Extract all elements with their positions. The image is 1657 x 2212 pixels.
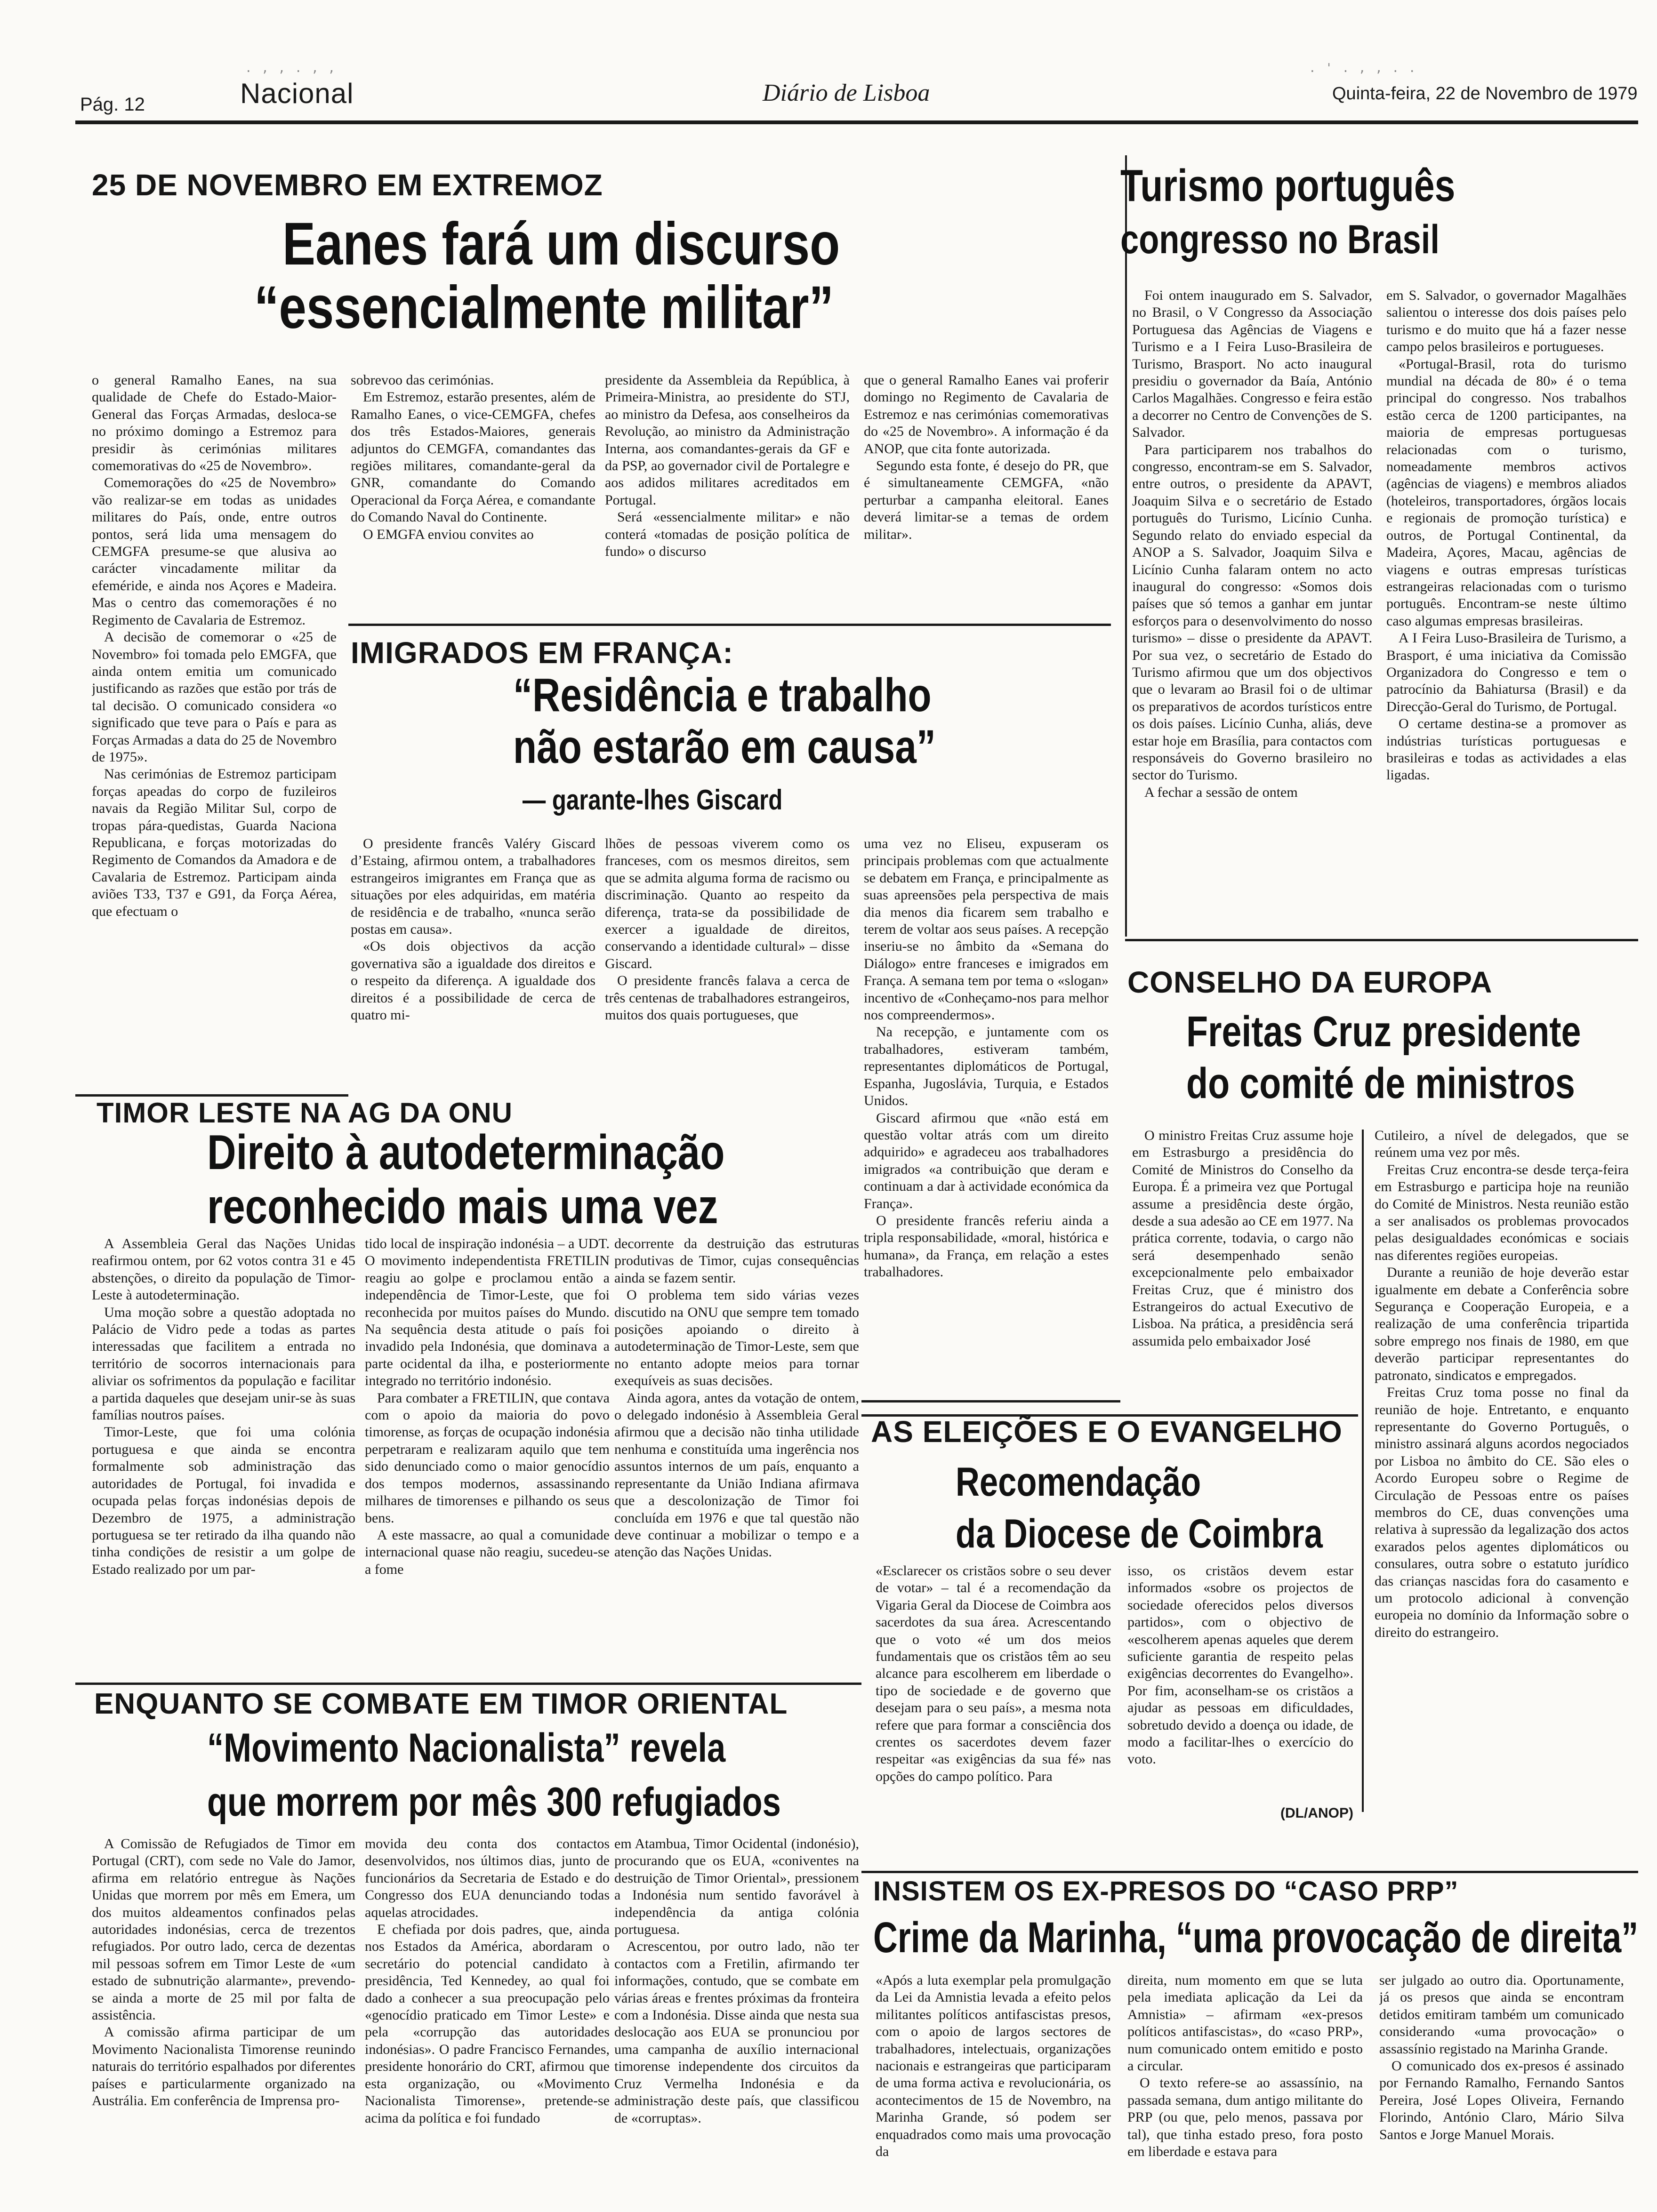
- timor-headline-line-2: reconhecido mais uma vez: [207, 1179, 718, 1234]
- paragraph: A I Feira Luso-Brasileira de Turismo, a Brasport, é uma iniciativa da Comissão Organizadora do Congresso e tem o patrocínio da Bahiatursa (Brasil) e da Direcção-Geral do Turismo, de Portugal.: [1386, 630, 1626, 714]
- paragraph: isso, os cristãos devem estar informados «sobre os projectos de sociedade oferecidos pelos diversos partidos», com o objectivo de «escolherem apenas aqueles que derem suficiente garantia de respeito pelas exigências decorrentes do Evangelho». Por fim, aconselham-se os cristãos a ajudar as pessoas em dificuldades, sobretudo devido a doença ou idade, de modo a facilitar-lhes o exercício do voto.: [1127, 1563, 1353, 1767]
- paragraph: decorrente da destruição das estruturas produtivas de Timor, cujas consequências ainda se fazem sentir.: [614, 1236, 859, 1286]
- turismo-headline-line-1: Turismo português: [1120, 160, 1456, 211]
- conselho-kicker: CONSELHO DA EUROPA: [1127, 965, 1493, 999]
- paragraph: em S. Salvador, o governador Magalhães salientou o interesse dos dois países pelo turismo e do muito que há a fazer nesse campo pelos brasileiros e portugueses.: [1386, 288, 1626, 355]
- timor-headline-line-1: Direito à autodeterminação: [207, 1125, 725, 1180]
- paragraph: A comissão afirma participar de um Movimento Nacionalista Timorense reunindo naturais do território espalhados por diferentes países e particularmente organizado na Austrália. Em conferência de Imprensa pro-: [92, 2024, 355, 2109]
- paragraph: que o general Ramalho Eanes vai proferir domingo no Regimento de Cavalaria de Estremoz e nas cerimónias comemorativas do «25 de Novembro». A informação é da ANOP, que cita fonte autorizada.: [864, 372, 1109, 457]
- eanes-column-4: [864, 372, 1109, 617]
- timor-kicker: TIMOR LESTE NA AG DA ONU: [97, 1097, 513, 1129]
- prp-column-3: [1379, 1972, 1624, 2212]
- paragraph: Para participarem nos trabalhos do congresso, encontram-se em S. Salvador, entre outros, o presidente da APAVT, Joaquim Silva e o secretário de Estado português do Turismo, Licínio Cunha. Segundo relato do enviado especial da ANOP a S. Salvador, Joaquim Silva e Licínio Cunha falaram ontem no acto inaugural do congresso: «Somos dois países que só temos a ganhar em juntar esforços para o desenvolvimento do nosso turismo» – disse o presidente da APAVT. Por sua vez, o secretário de Estado do Turismo afirmou que um dos objectivos que o levaram ao Brasil foi o de ultimar os preparativos de acordos turísticos entre os dois países. Licínio Cunha, aliás, deve estar hoje em Brasília, para contactos com responsáveis do Governo brasileiro no sector do Turismo.: [1132, 441, 1372, 783]
- paragraph: Segundo esta fonte, é desejo do PR, que é simultaneamente CEMGFA, «não perturbar a campanha eleitoral. Eanes deverá limitar-se a temas de ordem militar».: [864, 458, 1109, 542]
- paragraph: E chefiada por dois padres, que, ainda nos Estados da América, abordaram o secretário do potencial candidato à presidência, Ted Kennedey, ao qual foi dado a conhecer a sua preocupação pelo «genocídio praticado em Timor Leste» e pela «corrupção das autoridades indonésias». O padre Francisco Fernandes, presidente honorário do CRT, afirmou que esta organização, ou «Movimento Nacionalista Timorense», pretende-se acima da política e foi fundado: [365, 1922, 610, 2126]
- header-print-noise-left: . , , . , ,: [245, 61, 337, 75]
- refugiados-column-3: [614, 1835, 859, 2212]
- eanes-column-3: [605, 372, 850, 617]
- paragraph: O texto refere-se ao assassínio, na passada semana, dum antigo militante do PRP (ou que, pelo menos, passava por tal), que tinha estado preso, fora posto em liberdade e estava para: [1127, 2075, 1363, 2160]
- refugiados-top-rule: [75, 1683, 861, 1685]
- paragraph: ser julgado ao outro dia. Oportunamente, já os presos que ainda se encontram detidos emitiram também um comunicado considerando «uma provocação» o assassínio registado na Marinha Grande.: [1379, 1972, 1624, 2057]
- prp-headline: Crime da Marinha, “uma provocação de direita”: [873, 1914, 1639, 1962]
- paragraph: tido local de inspiração indonésia – a UDT. O movimento independentista FRETILIN reagiu ao golpe e proclamou então a independência de Timor-Leste, que foi reconhecida por muitos países do Mundo. Na sequência desta atitude o país foi invadido pela Indonésia, que dominava a parte ocidental da ilha, e posteriormente integrado no território indonésio.: [365, 1236, 610, 1389]
- paragraph: uma vez no Eliseu, expuseram os principais problemas com que actualmente se debatem em França, e principalmente as suas apreensões pela perspectiva de mais dia menos dia ficarem sem trabalho e terem de voltar aos seus países. A recepção inseriu-se no âmbito da «Semana do Diálogo» entre franceses e imigrados em França. A semana tem por tema o «slogan» incentivo de «Conheçamo-nos para melhor nos compreendermos».: [864, 836, 1109, 1023]
- conselho-headline-line-1: Freitas Cruz presidente: [1186, 1008, 1581, 1056]
- turismo-headline-line-2: congresso no Brasil: [1120, 217, 1440, 262]
- paragraph: O problema tem sido várias vezes discutido na ONU que sempre tem tomado posições apoiando o direito à autodeterminação de Timor-Leste, sem que no entanto adopte meios para tornar exequíveis as suas decisões.: [614, 1287, 859, 1389]
- page-number: Pág. 12: [80, 94, 145, 115]
- turismo-left-rule: [1125, 155, 1127, 937]
- eanes-bottom-rule: [348, 624, 1111, 626]
- paragraph: Na recepção, e juntamente com os trabalhadores, estiveram também, representantes diplomáticos de Portugal, Espanha, Jugoslávia, Turquia, e Estados Unidos.: [864, 1024, 1109, 1109]
- emigrados-bottom-rule: [861, 1400, 1120, 1403]
- header-rule: [75, 120, 1638, 124]
- paragraph: direita, num momento em que se luta pela imediata aplicação da Lei da Amnistia» – afirmam «ex-presos políticos antifascistas», do «caso PRP», num comunicado ontem emitido e posto a circular.: [1127, 1972, 1363, 2074]
- eanes-kicker: 25 DE NOVEMBRO EM EXTREMOZ: [92, 168, 603, 202]
- turismo-bottom-rule: [1125, 939, 1638, 941]
- prp-kicker: INSISTEM OS EX-PRESOS DO “CASO PRP”: [873, 1876, 1459, 1907]
- prp-top-rule: [861, 1871, 1638, 1873]
- paragraph: o general Ramalho Eanes, na sua qualidade de Chefe do Estado-Maior-General das Forças Armadas, desloca-se no próximo domingo a Estremoz para presidir às cerimónias militares comemorativas do «25 de Novembro».: [92, 372, 337, 474]
- emigrados-column-3: [864, 835, 1109, 1395]
- paragraph: O comunicado dos ex-presos é assinado por Fernando Ramalho, Fernando Santos Pereira, José Lopes Oliveira, Fernando Florindo, António Claro, Mário Silva Santos e Jorge Manuel Morais.: [1379, 2058, 1624, 2142]
- paragraph: Para combater a FRETILIN, que contava com o apoio da maioria do povo timorense, as forças de ocupação indonésia perpetraram e realizaram aquilo que tem sido denunciado como o maior genocídio dos tempos modernos, assassinando milhares de timorenses e pilhando os seus bens.: [365, 1390, 610, 1526]
- paragraph: A Comissão de Refugiados de Timor em Portugal (CRT), com sede no Vale do Jamor, afirma em relatório entregue às Nações Unidas que morrem por mês em Emera, um dos muitos aldeamentos confinados pelas autoridades indonésias, cerca de trezentos refugiados. Por outro lado, cerca de dezentas mil pessoas sofrem em Timor Leste de «um estado de subnutrição alarmante», prevendo-se ainda a morte de 25 mil por falta de assistência.: [92, 1836, 355, 2023]
- eanes-column-1: [92, 372, 337, 1101]
- conselho-center-rule: [1362, 1130, 1364, 1812]
- paragraph: lhões de pessoas viverem como os franceses, com os mesmos direitos, sem que se admita alguma forma de racismo ou discriminação. Quanto ao respeito da diferença, trata-se da possibilidade de exercer a igualdade de direitos, conservando a identidade cultural» – disse Giscard.: [605, 836, 850, 971]
- emigrados-subhead: — garante-lhes Giscard: [523, 784, 783, 816]
- paragraph: Durante a reunião de hoje deverão estar igualmente em debate a Conferência sobre Segurança e Cooperação Europeia, e a realização de uma conferência tripartida sobre emprego nos finais de 1980, em que deverão participar representantes do patronato, sindicatos e empregados.: [1375, 1265, 1629, 1383]
- paragraph: A decisão de comemorar o «25 de Novembro» foi tomada pelo EMGFA, que ainda ontem emitia um comunicado justificando as razões que estão por trás de tal decisão. O comunicado considera «o significado que teve para o País e para as Forças Armadas a data do 25 de Novembro de 1975».: [92, 629, 337, 765]
- refugiados-headline-line-2: que morrem por mês 300 refugiados: [207, 1779, 781, 1825]
- timor-column-1: [92, 1235, 355, 1678]
- paragraph: presidente da Assembleia da República, à Primeira-Ministra, ao presidente do STJ, ao ministro da Defesa, aos conselheiros da Revolução, ao ministro da Administração Interna, aos comandantes-gerais da GF e da PSP, ao governador civil de Portalegre e aos adidos militares acreditados em Portugal.: [605, 372, 850, 508]
- paragraph: Em Estremoz, estarão presentes, além de Ramalho Eanes, o vice-CEMGFA, chefes dos três Estados-Maiores, generais adjuntos do CEMGFA, comandantes das regiões militares, comandante-geral da GNR, comandante do Comando Operacional da Força Aérea, e comandante do Comando Naval do Continente.: [351, 389, 595, 525]
- turismo-column-2: [1386, 287, 1626, 937]
- paragraph: Acrescentou, por outro lado, não ter contactos com a Fretilin, afirmando ter informações, contudo, que se combate em várias áreas e frentes próximas da fronteira com a Indonésia. Disse ainda que nesta sua deslocação aos EUA se pronunciou por uma campanha de auxílio internacional timorense independente dos circuitos da Cruz Vermelha Indonésia e da administração deste país, que classificou de «corruptas».: [614, 1939, 859, 2126]
- refugiados-column-1: [92, 1835, 355, 2212]
- paragraph: Cutileiro, a nível de delegados, que se reúnem uma vez por mês.: [1375, 1128, 1629, 1161]
- eleicoes-signature: (DL/ANOP): [1280, 1805, 1353, 1821]
- refugiados-kicker: ENQUANTO SE COMBATE EM TIMOR ORIENTAL: [94, 1688, 788, 1720]
- issue-date: Quinta-feira, 22 de Novembro de 1979: [1332, 84, 1638, 104]
- paragraph: «Após a luta exemplar pela promulgação da Lei da Amnistia levada a efeito pelos militantes políticos antifascistas presos, com o apoio de largos sectores de trabalhadores, intelectuais, organizações nacionais e estrangeiras que participaram de uma forma activa e revolucionária, os acontecimentos de 15 de Novembro, na Marinha Grande, só podem ser enquadrados como mais uma provocação da: [876, 1972, 1111, 2160]
- paragraph: Será «essencialmente militar» e não conterá «tomadas de posição política de fundo» o discurso: [605, 509, 850, 560]
- paragraph: O EMGFA enviou convites ao: [363, 526, 534, 542]
- paragraph: O presidente francês referiu ainda a tripla responsabilidade, «moral, histórica e humana», da França, em relação a estes trabalhadores.: [864, 1212, 1109, 1280]
- emigrados-headline-line-2: não estarão em causa”: [513, 721, 936, 773]
- refugiados-headline-line-1: “Movimento Nacionalista” revela: [207, 1725, 726, 1771]
- emigrados-kicker: IMIGRADOS EM FRANÇA:: [351, 636, 733, 670]
- paragraph: Giscard afirmou que «não está em questão voltar atrás com um direito adquirido» e agradeceu aos trabalhadores imigrados «a contribuição que deram e continuam a dar à actividade económica da França».: [864, 1110, 1109, 1211]
- eleicoes-headline-line-2: da Diocese de Coimbra: [956, 1511, 1323, 1556]
- eanes-headline-line-2: “essencialmente militar”: [254, 274, 834, 341]
- prp-column-2: [1127, 1972, 1363, 2212]
- emigrados-column-2: [605, 835, 850, 1080]
- eleicoes-headline-line-1: Recomendação: [956, 1459, 1201, 1505]
- emigrados-column-1: [351, 835, 595, 1080]
- eleicoes-column-1: [876, 1563, 1111, 1835]
- conselho-column-1: [1132, 1127, 1353, 1391]
- paragraph: Comemorações do «25 de Novembro» vão realizar-se em todas as unidades militares do País, onde, entre outros pontos, será lida uma mensagem do CEMGFA presume-se que alusiva ao carácter vincadamente militar da efeméride, e ainda nos Açores e Madeira. Mas o centro das comemorações é no Regimento de Cavalaria de Estremoz.: [92, 475, 337, 628]
- eleicoes-column-2: [1127, 1563, 1353, 1817]
- conselho-headline-line-2: do comité de ministros: [1186, 1059, 1575, 1107]
- paragraph: Uma moção sobre a questão adoptada no Palácio de Vidro pede a todas as partes interessadas que facilitem a entrada no território de socorros internacionais para aliviar os sofrimentos da população e facilitar a partida daqueles que desejam unir-se às suas famílias noutros países.: [92, 1304, 355, 1423]
- paragraph: «Portugal-Brasil, rota do turismo mundial na década de 80» é o tema principal do congresso. Nos trabalhos estão cerca de 1200 participantes, na maioria de empresas portuguesas relacionadas com o turismo, nomeadamente membros activos (agências de viagens) e membros aliados (hoteleiros, transportadores, órgãos locais e regionais de promoção turística) e outros, de Portugal Continental, da Madeira, Açores, Macau, agências de viagens e outras empresas turísticas estrangeiras relacionadas com o turismo português. Encontram-se neste último caso algumas empresas brasileiras.: [1386, 356, 1626, 629]
- eleicoes-signature-box: [1127, 1805, 1353, 1826]
- paragraph: Timor-Leste, que foi uma colónia portuguesa e que ainda se encontra formalmente sob administração das autoridades de Portugal, foi invadida e ocupada pelas forças indonésias depois de Dezembro de 1975, a administração portuguesa se ter retirado da ilha quando não tinha condições de resistir a um golpe de Estado realizado por um par-: [92, 1424, 355, 1577]
- conselho-column-2: [1375, 1127, 1629, 1824]
- paragraph: movida deu conta dos contactos desenvolvidos, nos últimos dias, junto de funcionários da Secretaria de Estado e do Congresso dos EUA denunciando todas aquelas atrocidades.: [365, 1836, 610, 1920]
- paragraph: A Assembleia Geral das Nações Unidas reafirmou ontem, por 62 votos contra 31 e 45 abstenções, o direito da população de Timor-Leste à autodeterminação.: [92, 1236, 355, 1303]
- masthead: Diário de Lisboa: [763, 80, 930, 106]
- paragraph: sobrevoo das cerimónias.: [351, 372, 494, 388]
- section-name: Nacional: [240, 78, 354, 109]
- timor-column-3: [614, 1235, 859, 1678]
- paragraph: A este massacre, ao qual a comunidade internacional quase não reagiu, sucedeu-se a fome: [365, 1527, 610, 1577]
- paragraph: O presidente francês Valéry Giscard d’Estaing, afirmou ontem, a trabalhadores estrangeiros imigrantes em França que as situações por eles adquiridas, em matéria de residência e de trabalho, «nunca serão postas em causa».: [351, 836, 595, 938]
- paragraph: A fechar a sessão de ontem: [1144, 784, 1298, 800]
- paragraph: Foi ontem inaugurado em S. Salvador, no Brasil, o V Congresso da Associação Portuguesa das Agências de Viagens e Turismo e a I Feira Luso-Brasileira de Turismo, Brasport. No acto inaugural presidiu o governador da Baía, António Carlos Magalhães. Congresso e feira estão a decorrer no Centro de Convenções de S. Salvador.: [1132, 288, 1372, 441]
- paragraph: Freitas Cruz encontra-se desde terça-feira em Estrasburgo e participa hoje na reunião do Comité de Ministros. Nesta reunião estão a ser analisados os problemas provocados pelas desigualdades económicas e sociais nas diferentes regiões europeias.: [1375, 1162, 1629, 1263]
- paragraph: O certame destina-se a promover as indústrias turísticas portuguesas e brasileiras e todas as actividades a elas ligadas.: [1386, 716, 1626, 783]
- eleicoes-kicker: AS ELEIÇÕES E O EVANGELHO: [871, 1415, 1343, 1449]
- paragraph: O ministro Freitas Cruz assume hoje em Estrasburgo a presidência do Comité de Ministros do Conselho da Europa. É a primeira vez que Portugal assume a presidência deste órgão, desde a sua adesão ao CE em 1977. Na prática corrente, todavia, o cargo não será desempenhado senão excepcionalmente pelo embaixador Freitas Cruz, que é ministro dos Estrangeiros do actual Executivo de Lisboa. Na prática, a presidência será assumida pelo embaixador José: [1132, 1128, 1353, 1349]
- refugiados-column-2: [365, 1835, 610, 2212]
- paragraph: Nas cerimónias de Estremoz participam forças apeadas do corpo de fuzileiros navais da Região Militar Sul, corpo de tropas pára-quedistas, Guarda Naciona Republicana, e forças motorizadas do Regimento de Comandos da Amadora e de Cavalaria de Estremoz. Participam ainda aviões T33, T37 e G91, da Força Aérea, que efectuam o: [92, 766, 337, 919]
- eanes-column-2: [351, 372, 595, 617]
- emigrados-headline-line-1: “Residência e trabalho: [513, 669, 932, 721]
- paragraph: O presidente francês falava a cerca de três centenas de trabalhadores estrangeiros, muitos dos quais portugueses, que: [605, 973, 850, 1023]
- prp-column-1: [876, 1972, 1111, 2212]
- timor-column-2: [365, 1235, 610, 1678]
- paragraph: «Esclarecer os cristãos sobre o seu dever de votar» – tal é a recomendação da Vigaria Geral da Diocese de Coimbra aos sacerdotes da sua área. Acrescentando que o voto «é um dos meios fundamentais que os cristãos têm ao seu alcance para escolherem em liberdade o tipo de sociedade e de governo que desejam para o seu país», a mesma nota refere que para formar a consciência dos crentes os sacerdotes devem fazer respeitar «as exigências da sua fé» nas opções do campo político. Para: [876, 1563, 1111, 1784]
- paragraph: Ainda agora, antes da votação de ontem, o delegado indonésio à Assembleia Geral afirmou que a decisão não tinha utilidade nenhuma e constituída uma ingerência nos assuntos internos de um país, enquanto a representante da União Indiana afirmava que a descolonização de Timor foi concluída em 1976 e que tal questão não deve continuar a mobilizar o tempo e a atenção das Nações Unidas.: [614, 1390, 859, 1560]
- paragraph: «Os dois objectivos da acção governativa são a igualdade dos direitos e o respeito da diferença. A igualdade dos direitos é a possibilidade de cerca de quatro mi-: [351, 938, 595, 1023]
- paragraph: em Atambua, Timor Ocidental (indonésio), procurando que os EUA, «coniventes na destruição de Timor Oriental», pressionem a Indonésia num sentido favorável à independência da antiga colónia portuguesa.: [614, 1836, 859, 1938]
- eanes-headline-line-1: Eanes fará um discurso: [282, 210, 840, 278]
- paragraph: Freitas Cruz toma posse no final da reunião de hoje. Entretanto, e enquanto representante do Governo Português, o ministro assinará alguns acordos negociados por Lisboa no âmbito do CE. São eles o Acordo Europeu sobre o Regime de Circulação de Pessoas entre os países membros do CE, duas convenções uma relativa à supressão da legalização dos actos exarados pelos agentes diplomáticos ou consulares, outra sobre o estatuto jurídico das crianças nascidas fora do casamento e um protocolo adicional à convenção europeia no domínio da Informação sobre o direito do estrangeiro.: [1375, 1385, 1629, 1640]
- header-print-noise-right: . ' . , , . .: [1309, 61, 1417, 75]
- turismo-column-1: [1132, 287, 1372, 937]
